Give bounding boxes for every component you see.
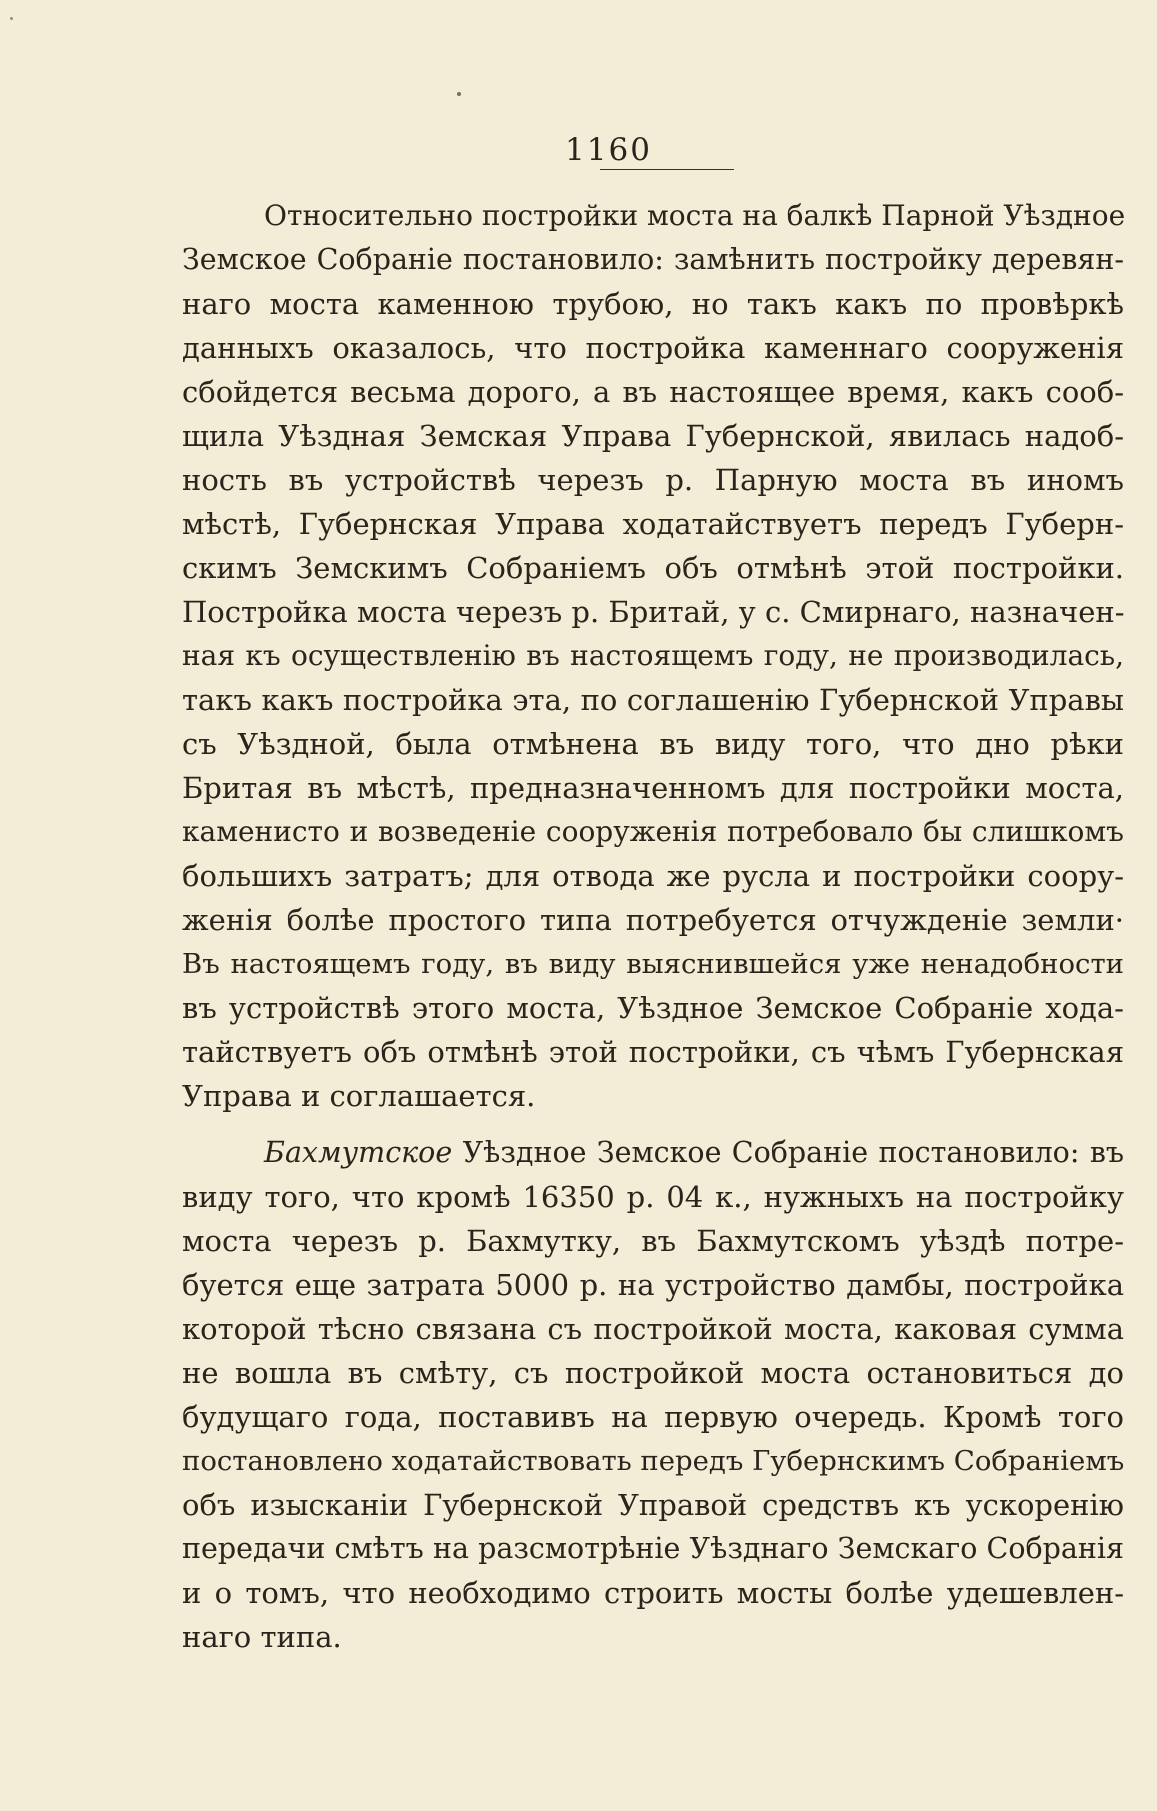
- text-line: ная къ осуществленію въ настоящемъ году, не производилась,: [182, 639, 1124, 672]
- page-number: 1160: [565, 132, 652, 168]
- text-line: большихъ затратъ; для отвода же русла и постройки соору-: [182, 859, 1124, 893]
- text-line: женія болѣе простого типа потребуется отчужденіе земли·: [182, 903, 1124, 937]
- text-line: наго типа.: [182, 1620, 342, 1654]
- text-line: моста черезъ р. Бахмутку, въ Бахмутскомъ уѣздѣ потре-: [182, 1224, 1124, 1258]
- text-line: Въ настоящемъ году, въ виду выяснившейся уже ненадобности: [182, 948, 1124, 980]
- text-line: тайствуетъ объ отмѣнѣ этой постройки, съ чѣмъ Губернская: [182, 1035, 1124, 1069]
- text-line: постановлено ходатайствовать передъ Губернскимъ Собраніемъ: [182, 1445, 1125, 1477]
- text-line: Бритая въ мѣстѣ, предназначенномъ для постройки моста,: [182, 771, 1124, 805]
- speck-mark: [457, 92, 461, 96]
- text-line-rest: Уѣздное Земское Собраніе постановило: въ: [452, 1136, 1124, 1169]
- text-line: данныхъ оказалось, что постройка каменнаго сооруженія: [182, 331, 1124, 365]
- text-line: буется еще затрата 5000 р. на устройство дамбы, постройка: [182, 1268, 1124, 1302]
- text-line: каменисто и возведеніе сооруженія потребовало бы слишкомъ: [182, 815, 1124, 848]
- text-line: въ устройствѣ этого моста, Уѣздное Земское Собраніе хода-: [182, 991, 1124, 1025]
- text-line: виду того, что кромѣ 16350 р. 04 к., нужныхъ на постройку: [182, 1180, 1124, 1214]
- text-line: Земское Собраніе постановило: замѣнить постройку деревян-: [182, 243, 1124, 276]
- text-line: такъ какъ постройка эта, по соглашенію Губернской Управы: [182, 683, 1124, 717]
- text-line: скимъ Земскимъ Собраніемъ объ отмѣнѣ этой постройки.: [182, 551, 1124, 585]
- italic-district-name: Бахмутское: [264, 1136, 453, 1169]
- text-line: которой тѣсно связана съ постройкой моста, каковая сумма: [182, 1312, 1124, 1346]
- text-line: наго моста каменною трубою, но такъ какъ по провѣркѣ: [182, 287, 1124, 321]
- text-line: объ изысканіи Губернской Управой средствъ къ ускоренію: [182, 1488, 1124, 1522]
- text-line: передачи смѣтъ на разсмотрѣніе Уѣзднаго Земскаго Собранія: [182, 1532, 1124, 1565]
- text-line: ность въ устройствѣ черезъ р. Парную моста въ иномъ: [182, 463, 1124, 497]
- text-line: щила Уѣздная Земская Управа Губернской, явилась надоб-: [182, 419, 1124, 453]
- text-line: мѣстѣ, Губернская Управа ходатайствуетъ передъ Губерн-: [182, 507, 1124, 541]
- speck-mark: [10, 17, 13, 20]
- text-line: Управа и соглашается.: [182, 1079, 536, 1113]
- text-line: Относительно постройки моста на балкѣ Парной Уѣздное: [264, 199, 1126, 232]
- text-line: не вошла въ смѣту, съ постройкой моста остановиться до: [182, 1356, 1124, 1390]
- text-line: сбойдется весьма дорого, а въ настоящее время, какъ сооб-: [182, 375, 1124, 409]
- text-line: и о томъ, что необходимо строить мосты болѣе удешевлен-: [182, 1576, 1124, 1610]
- text-line: будущаго года, поставивъ на первую очередь. Кромѣ того: [182, 1400, 1124, 1434]
- text-line: съ Уѣздной, была отмѣнена въ виду того, что дно рѣки: [182, 727, 1124, 761]
- text-line: [264, 1131, 1124, 1175]
- text-line: Постройка моста черезъ р. Бритай, у с. Смирнаго, назначен-: [182, 595, 1125, 629]
- page-number-rule: [600, 169, 734, 170]
